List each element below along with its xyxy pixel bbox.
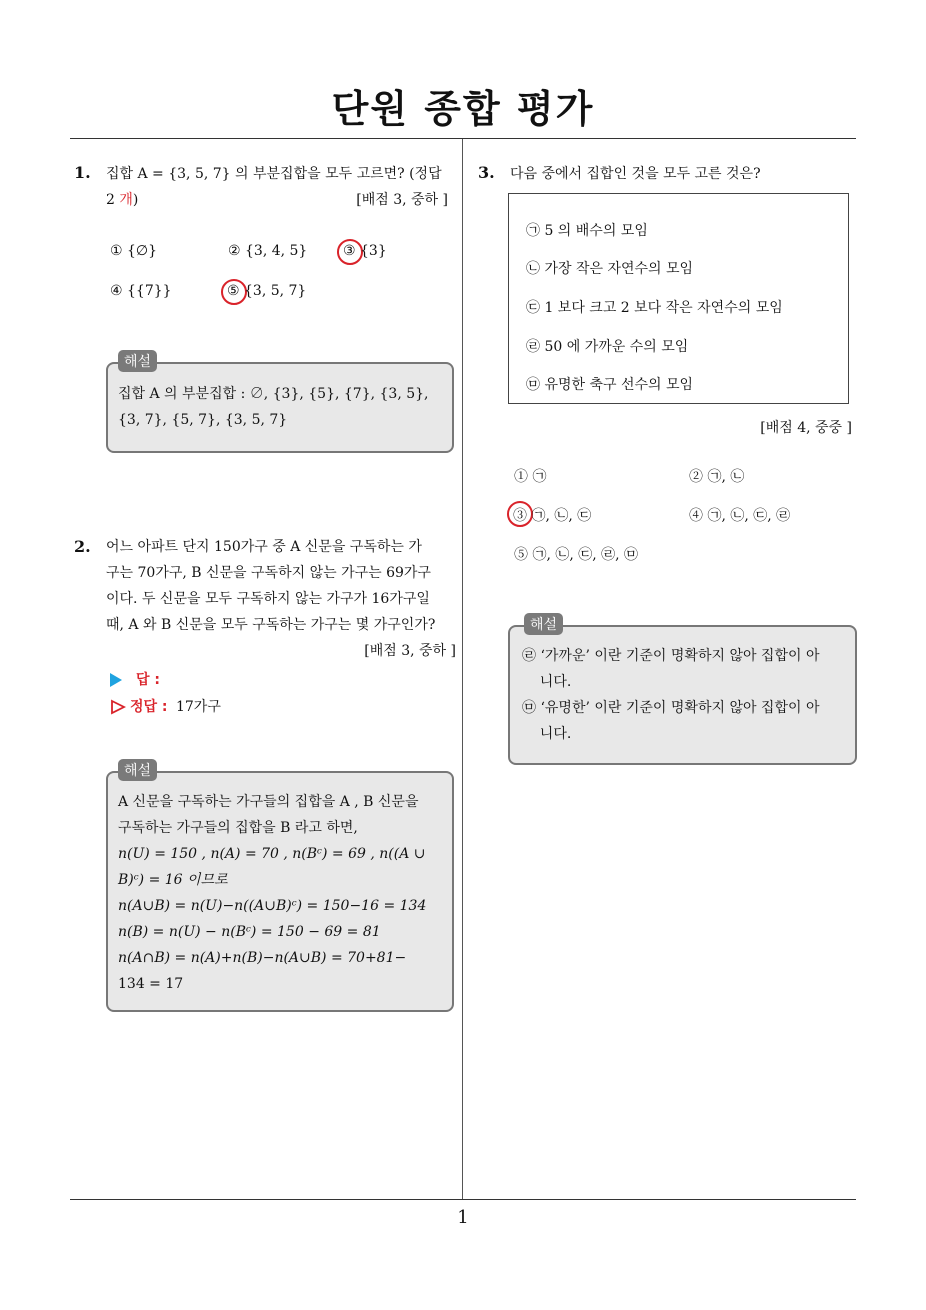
q2-explanation-line2: 구독하는 가구들의 집합을 B 라고 하면, xyxy=(118,820,358,836)
q1-question xyxy=(106,161,456,213)
q2-answer-row xyxy=(110,669,160,689)
q3-item-3: ㉢ 1 보다 크고 2 보다 작은 자연수의 모임 xyxy=(526,300,783,316)
correct-arrow-icon xyxy=(110,699,126,715)
q3-explanation-line1: ㉣ ‘가까운’ 이란 기준이 명확하지 않아 집합이 아 xyxy=(522,648,820,664)
q2-correct-row xyxy=(110,696,221,716)
q2-explanation-line7: n(A∩B) = n(A)+n(B)−n(A∪B) = 70+81− xyxy=(118,950,407,966)
q2-explanation-line5: n(A∪B) = n(U)−n((A∪B)ᶜ) = 150−16 = 134 xyxy=(118,898,427,914)
q3-explanation-text xyxy=(522,643,854,747)
q1-explanation-label: 해설 xyxy=(118,350,157,372)
title-rule xyxy=(70,138,856,139)
q2-explanation-line6: n(B) = n(U) − n(Bᶜ) = 150 − 69 = 81 xyxy=(118,924,381,940)
q2-line4: 때, A 와 B 신문을 모두 구독하는 가구는 몇 가구인가? xyxy=(106,617,436,633)
q3-item-1: ㉠ 5 의 배수의 모임 xyxy=(526,223,648,239)
q3-choice-5[interactable]: ⑤ ㉠, ㉡, ㉢, ㉣, ㉤ xyxy=(514,547,639,563)
q2-explanation-line3: n(U) = 150 , n(A) = 70 , n(Bᶜ) = 69 , n((A ∪ xyxy=(118,846,426,862)
q3-item-4: ㉣ 50 에 가까운 수의 모임 xyxy=(526,339,689,355)
q1-choice-4[interactable]: ④ {{7}} xyxy=(110,283,172,299)
q3-number: 3. xyxy=(478,163,495,182)
footer-rule xyxy=(70,1199,856,1200)
q1-choice-2[interactable]: ② {3, 4, 5} xyxy=(228,243,308,259)
q2-meta: [배점 3, 중하 ] xyxy=(364,643,456,659)
q1-text-line2 xyxy=(106,187,456,213)
q2-line2: 구는 70가구, B 신문을 구독하지 않는 가구는 69가구 xyxy=(106,565,431,581)
q1-text-line1: 집합 A = {3, 5, 7} 의 부분집합을 모두 고르면? (정답 xyxy=(106,166,442,182)
q3-explanation-label: 해설 xyxy=(524,613,563,635)
q3-choice-2[interactable]: ② ㉠, ㉡ xyxy=(689,469,745,485)
q2-explanation-line8: 134 = 17 xyxy=(118,976,184,992)
q2-correct-value: 17가구 xyxy=(175,699,221,715)
q1-text-line2-post: ) xyxy=(132,192,139,208)
q3-item-5: ㉤ 유명한 축구 선수의 모임 xyxy=(526,377,694,393)
q1-explanation-text xyxy=(118,381,448,433)
q3-question: 다음 중에서 집합인 것을 모두 고른 것은? xyxy=(510,166,761,182)
q2-question xyxy=(106,534,456,664)
page-number: 1 xyxy=(457,1207,469,1228)
q3-explanation-line3: ㉤ ‘유명한’ 이란 기준이 명확하지 않아 집합이 아 xyxy=(522,700,820,716)
q1-number: 1. xyxy=(74,163,91,182)
q3-explanation-line2: 니다. xyxy=(522,674,572,690)
q1-choice-5[interactable]: ⑤ {3, 5, 7} xyxy=(227,283,307,299)
q3-meta: [배점 4, 중중 ] xyxy=(760,420,852,436)
q3-item-2: ㉡ 가장 작은 자연수의 모임 xyxy=(526,261,694,277)
answer-arrow-icon xyxy=(110,673,122,687)
q2-line3: 이다. 두 신문을 모두 구독하지 않는 가구가 16가구일 xyxy=(106,591,430,607)
q1-choice-3[interactable]: ③ {3} xyxy=(343,243,387,259)
q3-choice-4[interactable]: ④ ㉠, ㉡, ㉢, ㉣ xyxy=(689,508,791,524)
q3-explanation-line4: 니다. xyxy=(522,726,572,742)
q1-text-line2-pre: 2 xyxy=(106,192,120,208)
q2-explanation-label: 해설 xyxy=(118,759,157,781)
q1-meta: [배점 3, 중하 ] xyxy=(356,192,448,208)
page-title: 단원 종합 평가 xyxy=(331,87,595,131)
q2-explanation-text xyxy=(118,789,448,997)
q3-choice-3[interactable]: ③ ㉠, ㉡, ㉢ xyxy=(513,508,592,524)
q2-explanation-line1: A 신문을 구독하는 가구들의 집합을 A , B 신문을 xyxy=(118,794,419,810)
q2-explanation-line4: B)ᶜ) = 16 이므로 xyxy=(118,872,228,888)
q2-correct-label: 정답 : xyxy=(130,699,168,715)
q2-answer-label: 답 : xyxy=(136,672,160,688)
q3-choice-1[interactable]: ① ㉠ xyxy=(514,469,547,485)
column-divider xyxy=(462,139,463,1199)
q1-explanation-line1: 집합 A 의 부분집합 : ∅, {3}, {5}, {7}, {3, 5}, xyxy=(118,386,429,402)
q1-explanation-line2: {3, 7}, {5, 7}, {3, 5, 7} xyxy=(118,412,288,428)
q2-line1: 어느 아파트 단지 150가구 중 A 신문을 구독하는 가 xyxy=(106,539,422,555)
q2-number: 2. xyxy=(74,537,91,556)
q1-text-line2-red: 개 xyxy=(119,192,133,208)
q1-choice-1[interactable]: ① {∅} xyxy=(110,243,158,259)
